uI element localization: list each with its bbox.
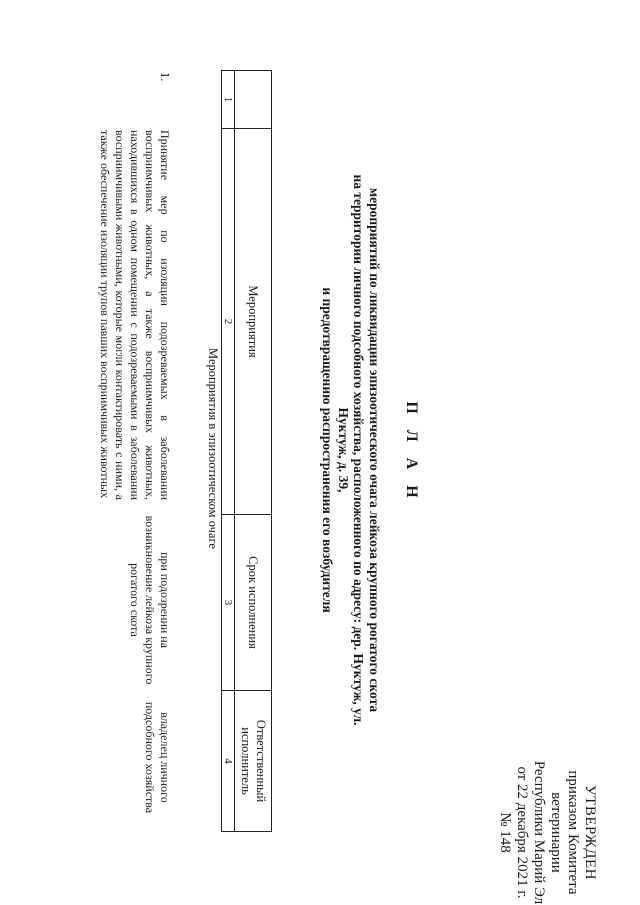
column-number-3: 3 xyxy=(222,515,235,691)
row-number: 1. xyxy=(158,72,172,82)
column-number-4: 4 xyxy=(222,691,235,832)
column-number-1: 1 xyxy=(222,71,235,129)
approval-heading: УТВЕРЖДЕН xyxy=(582,785,598,880)
section-heading: Мероприятия в эпизоотическом очаге xyxy=(206,348,220,549)
row-responsible-text: владелец личного подсобного хозяйства xyxy=(143,701,172,814)
column-number-2: 2 xyxy=(222,129,235,515)
document-subtitle xyxy=(320,150,382,750)
table-header-row xyxy=(235,71,272,832)
row-measure-text: Принятие мер по изоляции подозреваемых в заболевании восприимчивых животных, а также восприимчивых животных, находившихся в одном помещении с подозреваемыми в заболевании восприимчивыми животными, которые могли контактировать с ними, а также обеспечение изоляции трупов павших восприимчивых животных xyxy=(98,130,172,500)
table-number-row xyxy=(222,71,235,832)
approval-line-2: Республики Марий Эл xyxy=(531,760,547,905)
header-cell-number xyxy=(235,71,272,129)
subtitle-line-1: мероприятий по ликвидации эпизоотического очага лейкоза крупного рогатого скота xyxy=(367,187,382,713)
approval-line-3: от 22 декабря 2021 г. № 148 xyxy=(497,766,530,899)
subtitle-line-3: и предотвращению распространения его возбудителя xyxy=(320,287,336,613)
subtitle-line-2: на территории личного подсобного хозяйства, расположенного по адресу: дер. Нуктуж, ул. Нуктуж, д. 39, xyxy=(336,174,367,726)
approval-line-1: приказом Комитета ветеринарии xyxy=(548,770,581,895)
plan-table xyxy=(221,70,272,832)
document-title: П Л А Н xyxy=(403,401,420,504)
row-deadline-text: при подозрении на возникновение лейкоза крупного рогатого скота xyxy=(128,515,172,685)
header-cell-measures: Мероприятия xyxy=(235,129,272,515)
header-cell-responsible: Ответственный исполнитель xyxy=(235,691,272,832)
approval-stamp xyxy=(496,760,598,905)
header-cell-deadline: Срок исполнения xyxy=(235,515,272,691)
